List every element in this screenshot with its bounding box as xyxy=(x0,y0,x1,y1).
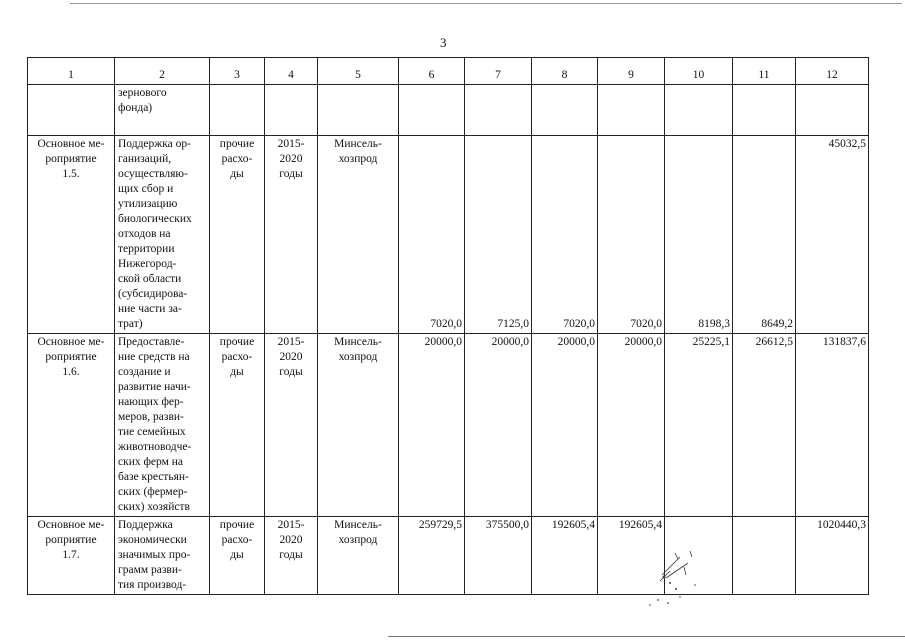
value-cell: 192605,4 xyxy=(598,517,665,595)
value-cell: 7020,0 xyxy=(399,136,465,334)
value-cell: 7020,0 xyxy=(532,136,598,334)
value-cell: 26612,5 xyxy=(733,334,796,517)
value-cell: 25225,1 xyxy=(665,334,733,517)
expense-type-cell: прочие расхо- ды xyxy=(210,517,265,595)
executor-cell xyxy=(318,85,399,136)
value-cell: 20000,0 xyxy=(399,334,465,517)
value-cell xyxy=(532,85,598,136)
value-cell: 192605,4 xyxy=(532,517,598,595)
scan-artifact-marks xyxy=(640,545,710,610)
value-cell: 7125,0 xyxy=(465,136,532,334)
budget-table xyxy=(27,57,869,595)
period-cell xyxy=(265,85,318,136)
table-row xyxy=(28,334,869,517)
total-cell: 131837,6 xyxy=(796,334,869,517)
value-cell: 375500,0 xyxy=(465,517,532,595)
value-cell xyxy=(733,85,796,136)
value-cell: 7020,0 xyxy=(598,136,665,334)
activity-cell: Основное ме- роприятие 1.7. xyxy=(28,517,115,595)
column-header: 12 xyxy=(796,58,869,85)
value-cell: 20000,0 xyxy=(532,334,598,517)
total-cell: 1020440,3 xyxy=(796,517,869,595)
column-header: 9 xyxy=(598,58,665,85)
column-header: 4 xyxy=(265,58,318,85)
expense-type-cell xyxy=(210,85,265,136)
description-cell: Поддержка ор- ганизаций, осуществляю- щих сбор и утилизацию биологических отходов на территории Нижегород- ской области (субсидирова- ние части за- трат) xyxy=(115,136,210,334)
value-cell: 20000,0 xyxy=(598,334,665,517)
description-cell: Поддержка экономически значимых про- грамм разви- тия производ- xyxy=(115,517,210,595)
executor-cell: Минсель- хозпрод xyxy=(318,136,399,334)
expense-type-cell: прочие расхо- ды xyxy=(210,334,265,517)
column-header: 1 xyxy=(28,58,115,85)
total-cell xyxy=(796,85,869,136)
header-row xyxy=(28,58,869,85)
column-header: 8 xyxy=(532,58,598,85)
expense-type-cell: прочие расхо- ды xyxy=(210,136,265,334)
page-number: 3 xyxy=(440,35,447,50)
bottom-edge-line xyxy=(388,636,905,637)
table-row xyxy=(28,517,869,595)
value-cell: 8649,2 xyxy=(733,136,796,334)
column-header: 6 xyxy=(399,58,465,85)
value-cell xyxy=(733,517,796,595)
column-header: 11 xyxy=(733,58,796,85)
table-row xyxy=(28,85,869,136)
period-cell: 2015- 2020 годы xyxy=(265,136,318,334)
top-edge-line xyxy=(70,3,902,4)
description-cell: зернового фонда) xyxy=(115,85,210,136)
period-cell: 2015- 2020 годы xyxy=(265,517,318,595)
value-cell: 20000,0 xyxy=(465,334,532,517)
column-header: 5 xyxy=(318,58,399,85)
activity-cell xyxy=(28,85,115,136)
value-cell xyxy=(598,85,665,136)
executor-cell: Минсель- хозпрод xyxy=(318,517,399,595)
column-header: 3 xyxy=(210,58,265,85)
value-cell: 8198,3 xyxy=(665,136,733,334)
activity-cell: Основное ме- роприятие 1.5. xyxy=(28,136,115,334)
activity-cell: Основное ме- роприятие 1.6. xyxy=(28,334,115,517)
executor-cell: Минсель- хозпрод xyxy=(318,334,399,517)
description-cell: Предоставле- ние средств на создание и развитие начи- нающих фер- меров, разви- тие семейных животноводче- ских ферм на базе крестьян- ских (фермер- ских) хозяйств xyxy=(115,334,210,517)
column-header: 7 xyxy=(465,58,532,85)
value-cell: 259729,5 xyxy=(399,517,465,595)
value-cell xyxy=(465,85,532,136)
value-cell xyxy=(665,85,733,136)
total-cell: 45032,5 xyxy=(796,136,869,334)
column-header: 2 xyxy=(115,58,210,85)
table-row xyxy=(28,136,869,334)
period-cell: 2015- 2020 годы xyxy=(265,334,318,517)
value-cell xyxy=(399,85,465,136)
column-header: 10 xyxy=(665,58,733,85)
